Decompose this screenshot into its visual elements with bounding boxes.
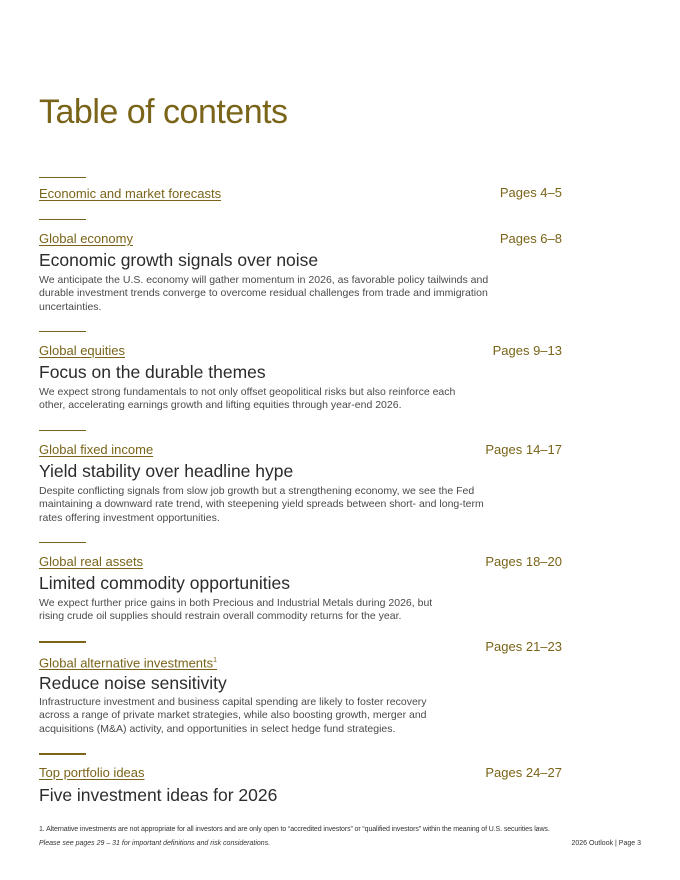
footnote-mark: 1 <box>213 657 218 664</box>
section-heading: Focus on the durable themes <box>39 362 266 382</box>
section-description: We anticipate the U.S. economy will gather momentum in 2026, as favorable policy tailwinds and durable investment trends converge to overcome residual challenges from trade and immigration uncertainties. <box>39 274 489 313</box>
section-description: Despite conflicting signals from slow job growth but a strengthening economy, we see the Fed maintaining a downward rate trend, with steepening yield spreads between short- and long-term rates offering investment opportunities. <box>39 485 484 524</box>
section-heading: Yield stability over headline hype <box>39 461 294 481</box>
section-divider <box>39 641 86 643</box>
section-divider <box>39 219 86 220</box>
page-range: Pages 4–5 <box>499 185 562 200</box>
section-description: We expect strong fundamentals to not only offset geopolitical risks but also reinforce each other, accelerating earnings growth and lifting equities through year-end 2026. <box>39 386 456 412</box>
page-range: Pages 9–13 <box>492 343 562 358</box>
footnote: 1. Alternative investments are not appropriate for all investors and are only open to “accredited investors” or “qualified investors” within the meaning of U.S. securities laws. <box>39 826 550 833</box>
page-range: Pages 18–20 <box>485 554 562 569</box>
section-description: Infrastructure investment and business capital spending are likely to foster recovery across a range of private market strategies, while also boosting growth, merger and acquisitions (M&A) activity, and opportunities in select hedge fund strategies. <box>39 696 427 735</box>
section-divider <box>39 430 86 431</box>
toc-link-global-alternative-investments[interactable] <box>39 653 217 671</box>
toc-section-global-fixed-income <box>39 430 562 524</box>
footer-disclaimer: Please see pages 29 – 31 for important definitions and risk considerations. <box>39 840 271 847</box>
section-heading: Reduce noise sensitivity <box>39 673 227 693</box>
toc-link-global-real-assets[interactable]: Global real assets <box>39 554 144 569</box>
section-divider <box>39 542 86 543</box>
page-range: Pages 6–8 <box>499 231 562 246</box>
toc-link-global-economy[interactable]: Global economy <box>39 231 133 246</box>
page-range: Pages 24–27 <box>485 765 562 780</box>
footer-page-label: 2026 Outlook | Page 3 <box>571 840 641 847</box>
toc-section-global-equities <box>39 331 562 412</box>
page-title: Table of contents <box>39 93 288 131</box>
toc-link-global-equities[interactable]: Global equities <box>39 343 125 358</box>
toc-link-forecasts[interactable]: Economic and market forecasts <box>39 186 222 201</box>
section-divider <box>39 177 86 178</box>
toc-link-label: Global alternative investments <box>39 655 214 671</box>
section-divider <box>39 331 86 332</box>
toc-link-global-fixed-income[interactable]: Global fixed income <box>39 442 154 457</box>
section-heading: Five investment ideas for 2026 <box>39 785 278 805</box>
section-description: We expect further price gains in both Precious and Industrial Metals during 2026, but rising crude oil supplies should restrain overall commodity returns for the year. <box>39 597 433 623</box>
toc-link-top-portfolio-ideas[interactable]: Top portfolio ideas <box>39 765 145 780</box>
section-heading: Limited commodity opportunities <box>39 573 290 593</box>
toc-section-forecasts <box>39 177 562 201</box>
toc-section-global-economy <box>39 219 562 313</box>
toc-section-global-alternative-investments <box>39 639 562 735</box>
section-heading: Economic growth signals over noise <box>39 250 319 270</box>
toc-section-global-real-assets <box>39 542 562 623</box>
section-divider <box>39 753 86 755</box>
page-range: Pages 21–23 <box>485 639 562 654</box>
page-range: Pages 14–17 <box>485 442 562 457</box>
toc-section-top-portfolio-ideas <box>39 753 562 805</box>
